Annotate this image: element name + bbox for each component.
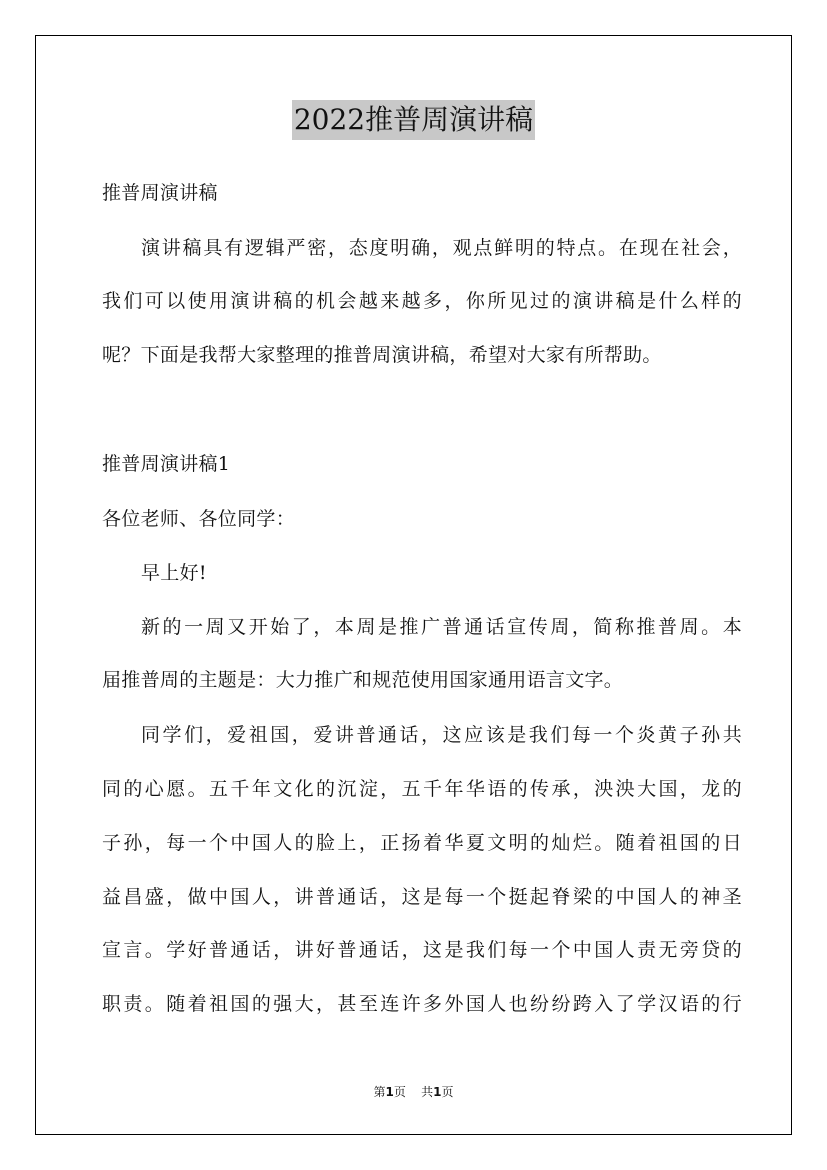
greeting: 早上好! <box>141 562 207 584</box>
title-container <box>0 100 827 140</box>
page-label-prefix: 第 <box>373 1085 386 1099</box>
page-footer <box>0 1083 827 1101</box>
paragraph-2-line-1: 同学们，爱祖国，爱讲普通话，这应该是我们每一个炎黄子孙共 <box>141 724 742 746</box>
total-label-prefix: 共 <box>421 1085 434 1099</box>
salutation: 各位老师、各位同学： <box>102 508 296 530</box>
intro-line-3: 呢？下面是我帮大家整理的推普周演讲稿，希望对大家有所帮助。 <box>102 344 662 366</box>
page-label-suffix: 页 <box>393 1085 406 1099</box>
total-label-suffix: 页 <box>441 1085 454 1099</box>
document-subtitle: 推普周演讲稿 <box>102 182 218 204</box>
paragraph-2-line-6: 职责。随着祖国的强大，甚至连许多外国人也纷纷跨入了学汉语的行 <box>102 993 742 1015</box>
intro-line-2: 我们可以使用演讲稿的机会越来越多，你所见过的演讲稿是什么样的 <box>102 290 742 312</box>
paragraph-1-line-2: 届推普周的主题是：大力推广和规范使用国家通用语言文字。 <box>102 669 624 691</box>
intro-line-1: 演讲稿具有逻辑严密，态度明确，观点鲜明的特点。在现在社会， <box>141 237 742 259</box>
paragraph-1-line-1: 新的一周又开始了，本周是推广普通话宣传周，简称推普周。本 <box>141 616 742 638</box>
paragraph-2-line-5: 宣言。学好普通话，讲好普通话，这是我们每一个中国人责无旁贷的 <box>102 939 742 961</box>
page-number-label <box>373 1083 405 1101</box>
paragraph-2-line-3: 子孙，每一个中国人的脸上，正扬着华夏文明的灿烂。随着祖国的日 <box>102 832 742 854</box>
total-pages-label <box>421 1083 453 1101</box>
page-number: 1 <box>385 1085 394 1099</box>
total-pages: 1 <box>433 1085 442 1099</box>
paragraph-2-line-2: 同的心愿。五千年文化的沉淀，五千年华语的传承，泱泱大国，龙的 <box>102 778 742 800</box>
paragraph-2-line-4: 益昌盛，做中国人，讲普通话，这是每一个挺起脊梁的中国人的神圣 <box>102 886 742 908</box>
section-heading: 推普周演讲稿1 <box>102 453 231 475</box>
document-title: 2022推普周演讲稿 <box>292 100 535 140</box>
